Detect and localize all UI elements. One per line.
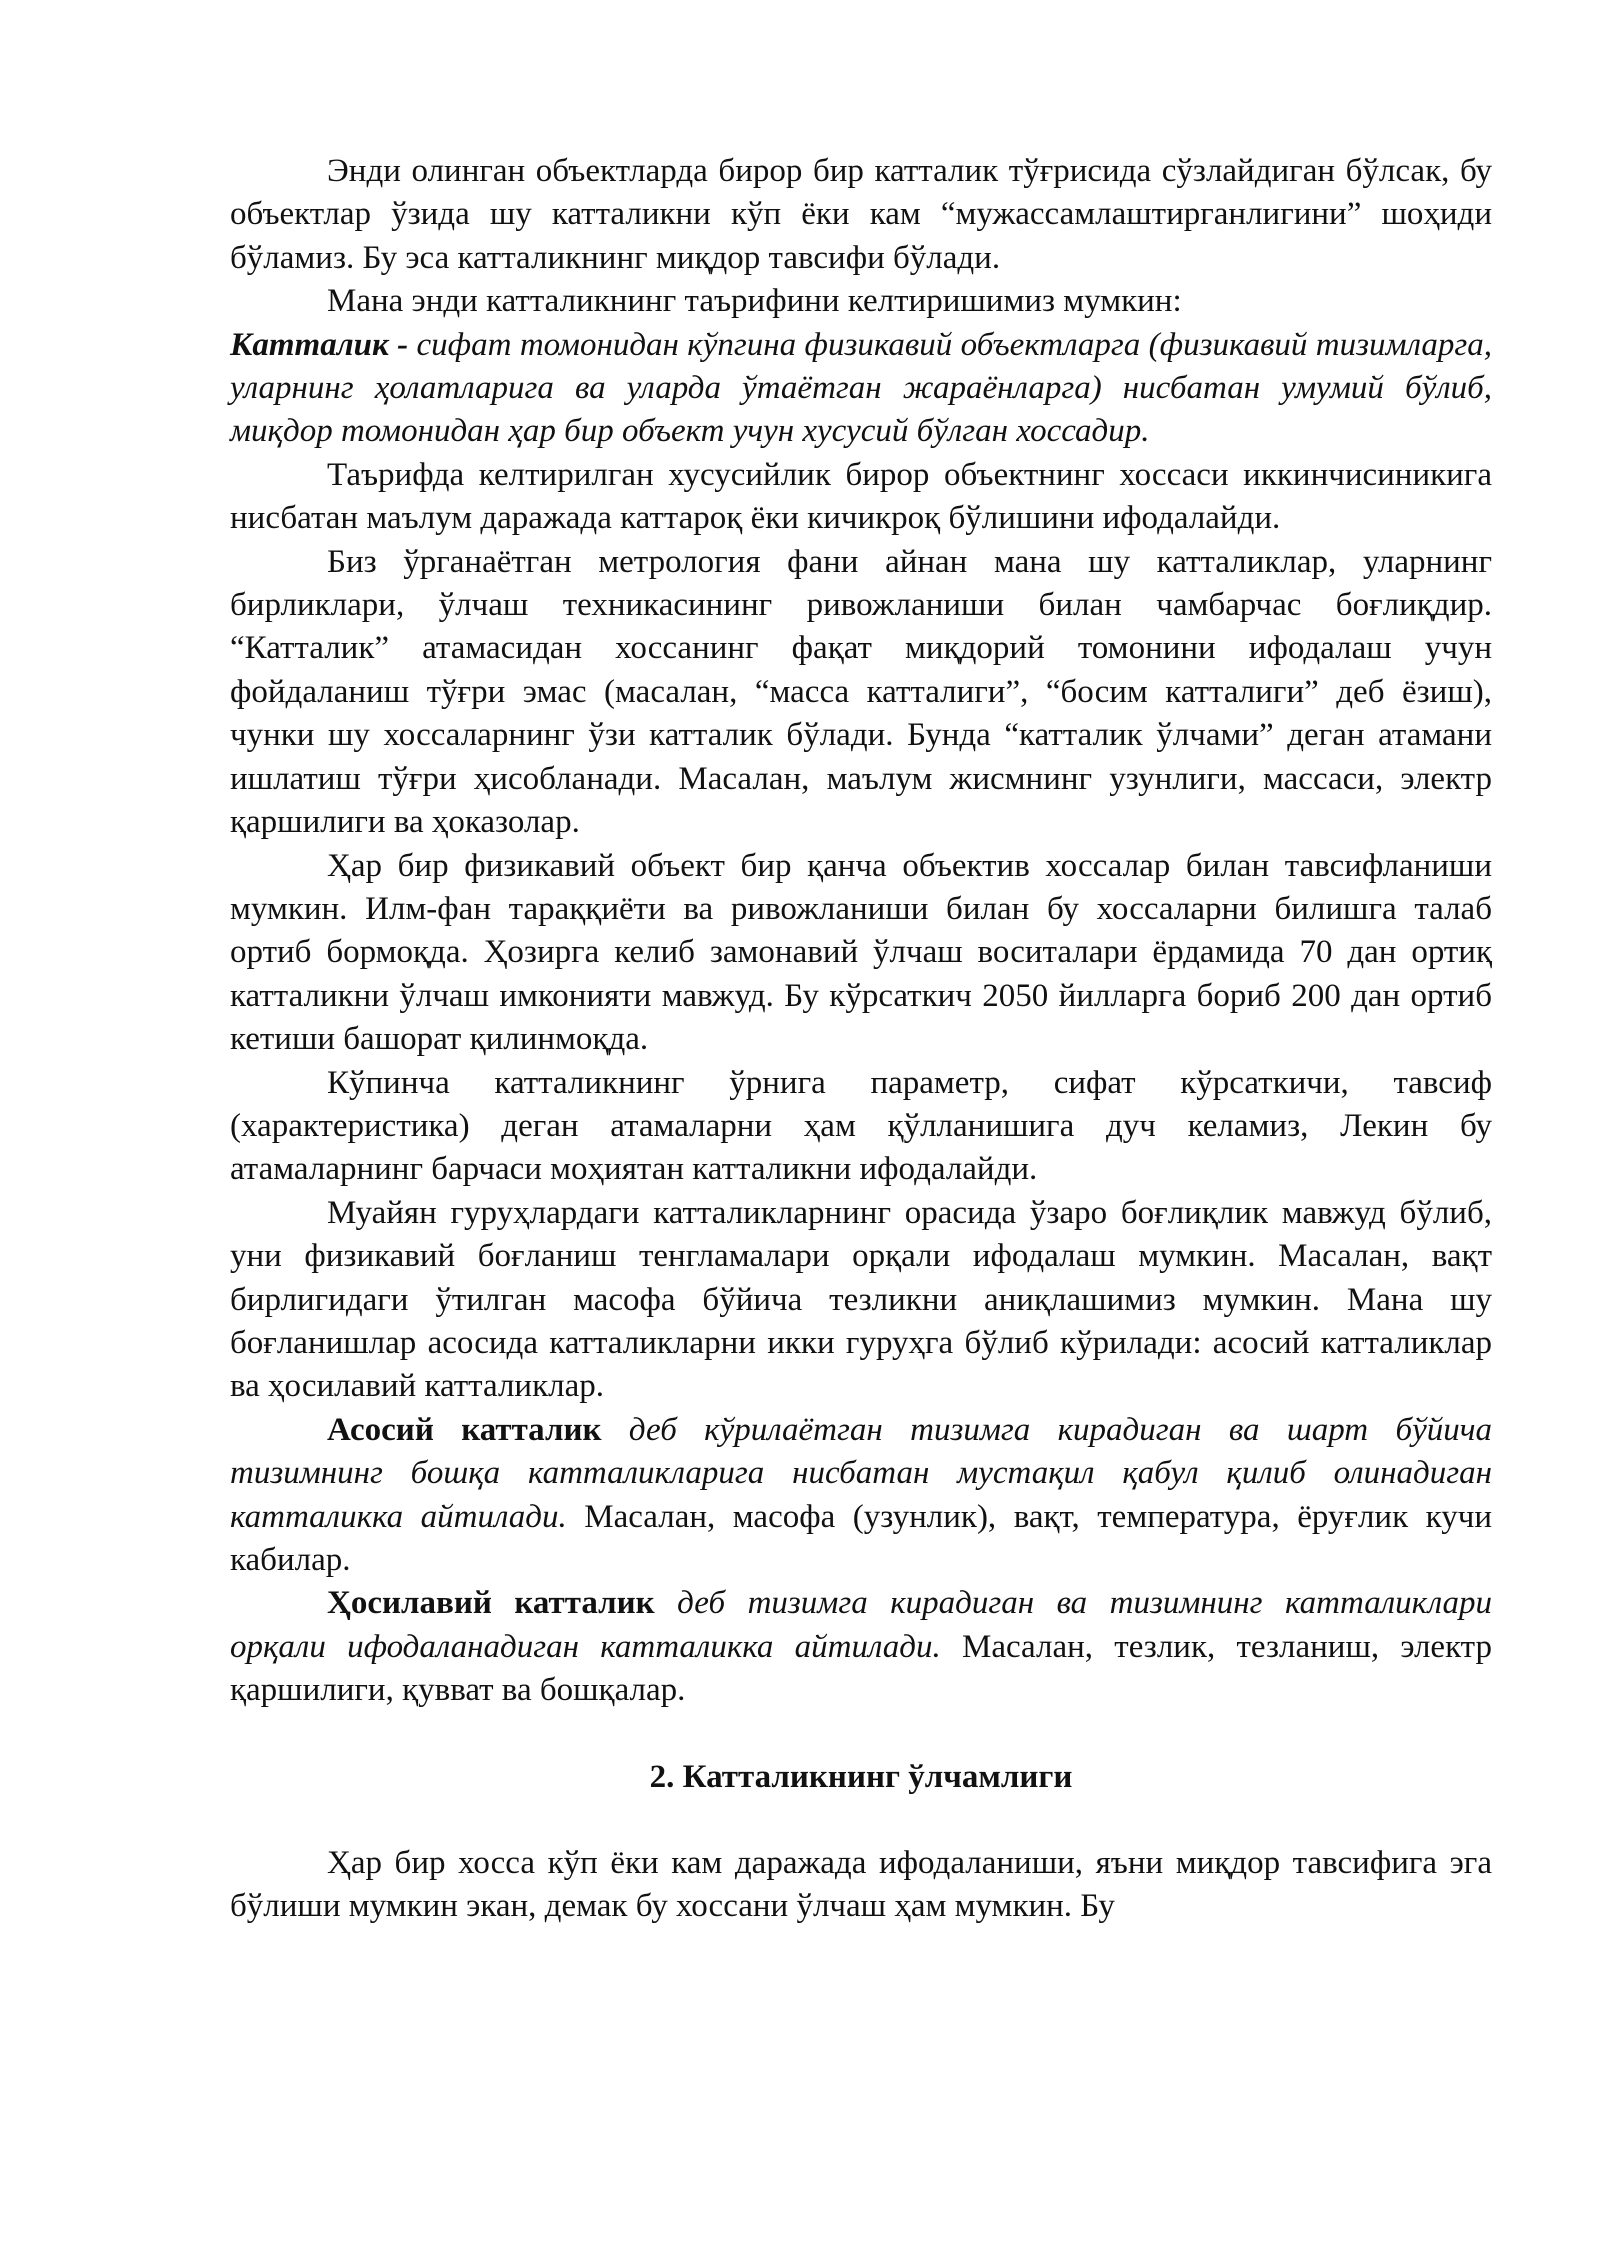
basic-quantity-examples: Масалан, масофа (узунлик), вақт, температура, ёруғлик кучи кабилар. xyxy=(230,1498,1492,1578)
derived-quantity-definition: деб тизимга кирадиган ва тизимнинг катталиклари орқали ифодаланадиган катталикка айтилади. xyxy=(230,1585,1492,1665)
paragraph-2: Мана энди катталикнинг таърифини келтиришимиз мумкин: xyxy=(327,283,1182,320)
paragraph-4: Таърифда келтирилган хусусийлик бирор объектнинг хоссаси иккинчисиникига нисбатан маълум даражада каттароқ ёки кичикроқ бўлишини ифодалайди. xyxy=(230,456,1492,537)
section-heading: 2. Катталикнинг ўлчамлиги xyxy=(649,1758,1073,1795)
basic-quantity-paragraph xyxy=(230,1409,1492,1583)
paragraph-6: Ҳар бир физикавий объект бир қанча объектив хоссалар билан тавсифланиши мумкин. Илм-фан тараққиёти ва ривожланиши билан бу хоссаларни билишга талаб ортиб бормоқда. Ҳозирга келиб замонавий ўлчаш воситалари ёрдамида 70 дан ортиқ катталикни ўлчаш имконияти мавжуд. Бу кўрсаткич 2050 йилларга бориб 200 дан ортиб кетиши башорат қилинмоқда. xyxy=(230,847,1492,1058)
paragraph-1: Энди олинган объектларда бирор бир катталик тўғрисида сўзлайдиган бўлсак, бу объектлар ўзида шу катталикни кўп ёки кам “мужассамлаштирганлигини” шоҳиди бўламиз. Бу эса катталикнинг миқдор тавсифи бўлади. xyxy=(230,153,1492,276)
basic-quantity-definition: деб кўрилаётган тизимга кирадиган ва шарт бўйича тизимнинг бошқа катталикларига нисбатан мустақил қабул қилиб олинадиган катталикка айтилади. xyxy=(230,1411,1492,1535)
document-page xyxy=(230,150,1492,1929)
definition-text: сифат томонидан кўпгина физикавий объектларга (физикавий тизимларга, уларнинг ҳолатларига ва уларда ўтаётган жараёнларга) нисбатан умумий бўлиб, миқдор томонидан ҳар бир объект учун хусусий бўлган хоссадир. xyxy=(230,326,1492,450)
derived-quantity-term: Ҳосилавий катталик xyxy=(327,1585,655,1622)
basic-quantity-term: Асосий катталик xyxy=(327,1411,602,1448)
paragraph-5: Биз ўрганаётган метрология фани айнан мана шу катталиклар, уларнинг бирликлари, ўлчаш техникасининг ривожланиши билан чамбарчас боғлиқдир. “Катталик” атамасидан хоссанинг фақат миқдорий томонини ифодалаш учун фойдаланиш тўғри эмас (масалан, “масса катталиги”, “босим катталиги” деб ёзиш), чунки шу хоссаларнинг ўзи катталик бўлади. Бунда “катталик ўлчами” деган атамани ишлатиш тўғри ҳисобланади. Масалан, маълум жисмнинг узунлиги, массаси, электр қаршилиги ва ҳоказолар. xyxy=(230,543,1492,841)
derived-quantity-examples: Масалан, тезлик, тезланиш, электр қаршилиги, қувват ва бошқалар. xyxy=(230,1628,1493,1709)
paragraph-8: Муайян гуруҳлардаги катталикларнинг орасида ўзаро боғлиқлик мавжуд бўлиб, уни физикавий боғланиш тенгламалари орқали ифодалаш мумкин. Масалан, вақт бирлигидаги ўтилган масофа бўйича тезликни аниқлашимиз мумкин. Мана шу боғланишлар асосида катталикларни икки гуруҳга бўлиб кўрилади: асосий катталиклар ва ҳосилавий катталиклар. xyxy=(230,1194,1492,1405)
paragraph-7: Кўпинча катталикнинг ўрнига параметр, сифат кўрсаткичи, тавсиф (характеристика) деган атамаларни ҳам қўлланишига дуч келамиз, Лекин бу атамаларнинг барчаси моҳиятан катталикни ифодалайди. xyxy=(230,1064,1492,1188)
derived-quantity-paragraph xyxy=(230,1582,1492,1712)
definition-paragraph xyxy=(230,324,1492,454)
definition-term: Катталик - xyxy=(230,326,409,363)
paragraph-11: Ҳар бир хосса кўп ёки кам даражада ифодаланиши, яъни миқдор тавсифига эга бўлиши мумкин экан, демак бу хоссани ўлчаш ҳам мумкин. Бу xyxy=(230,1845,1492,1925)
